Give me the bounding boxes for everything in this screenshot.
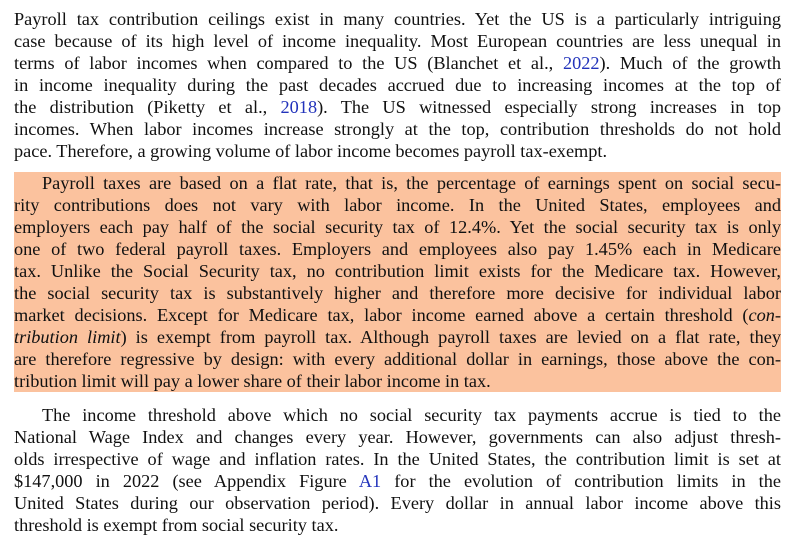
text-segment: rity contributions does not vary with labor income. In the United States, employees and — [14, 195, 781, 215]
text-line — [14, 118, 781, 140]
text-segment: are therefore regressive by design: with every additional dollar in earnings, those above the con- — [14, 349, 781, 369]
highlighted-text-line — [14, 194, 781, 216]
emphasis-text: tribution limit — [14, 327, 121, 347]
text-segment: the distribution (Piketty et al., — [14, 97, 281, 117]
text-segment: Payroll tax contribution ceilings exist in many countries. Yet the US is a particularly intriguing — [14, 9, 781, 29]
text-segment: Payroll taxes are based on a flat rate, that is, the percentage of earnings spent on social secu- — [42, 173, 781, 193]
text-line — [14, 448, 781, 470]
text-segment: $147,000 in 2022 (see Appendix Figure — [14, 471, 359, 491]
highlighted-text-line — [14, 370, 781, 392]
text-line — [14, 8, 781, 30]
highlighted-text-line — [14, 216, 781, 238]
text-segment: ). The US witnessed especially strong increases in top — [317, 97, 781, 117]
highlighted-text-line — [14, 238, 781, 260]
text-segment: threshold is exempt from social security tax. — [14, 515, 339, 535]
text-line — [14, 30, 781, 52]
text-line — [14, 404, 781, 426]
text-segment: tax. Unlike the Social Security tax, no contribution limit exists for the Medicare tax. However, — [14, 261, 781, 281]
text-line — [14, 96, 781, 118]
highlighted-text-line — [14, 348, 781, 370]
text-segment: for the evolution of contribution limits in the — [381, 471, 782, 491]
text-segment: the social security tax is substantively higher and therefore more decisive for individual labor — [14, 283, 781, 303]
text-segment: market decisions. Except for Medicare tax, labor income earned above a certain threshold ( — [14, 305, 749, 325]
citation-link[interactable]: 2018 — [280, 97, 318, 117]
text-segment: terms of labor incomes when compared to the US (Blanchet et al., — [14, 53, 563, 73]
text-line — [14, 470, 781, 492]
text-line — [14, 426, 781, 448]
highlighted-text-line — [14, 172, 781, 194]
citation-link[interactable]: A1 — [358, 471, 382, 491]
text-segment: one of two federal payroll taxes. Employers and employees also pay 1.45% each in Medicare — [14, 239, 781, 259]
text-segment: ) is exempt from payroll tax. Although payroll taxes are levied on a flat rate, they — [120, 327, 781, 347]
text-segment: pace. Therefore, a growing volume of labor income becomes payroll tax-exempt. — [14, 141, 608, 161]
highlighted-text-line — [14, 326, 781, 348]
text-segment: United States during our observation period). Every dollar in annual labor income above this — [14, 493, 781, 513]
highlighted-text-line — [14, 282, 781, 304]
citation-link[interactable]: 2022 — [562, 53, 600, 73]
highlighted-text-line — [14, 260, 781, 282]
text-segment: case because of its high level of income inequality. Most European countries are less unequal in — [14, 31, 781, 51]
text-line — [14, 492, 781, 514]
text-segment: ). Much of the growth — [599, 53, 781, 73]
text-line — [14, 140, 781, 162]
text-segment: employers each pay half of the social security tax of 12.4%. Yet the social security tax is only — [14, 217, 781, 237]
text-line — [14, 52, 781, 74]
text-segment: incomes. When labor incomes increase strongly at the top, contribution thresholds do not hold — [14, 119, 781, 139]
text-segment: olds irrespective of wage and inflation rates. In the United States, the contribution limit is set at — [14, 449, 781, 469]
text-segment: in income inequality during the past decades accrued due to increasing incomes at the top of — [14, 75, 781, 95]
emphasis-text: con- — [748, 305, 781, 325]
text-line — [14, 74, 781, 96]
highlighted-text-line — [14, 304, 781, 326]
text-segment: National Wage Index and changes every year. However, governments can also adjust thresh- — [14, 427, 781, 447]
text-segment: tribution limit will pay a lower share of their labor income in tax. — [14, 371, 491, 391]
text-segment: The income threshold above which no social security tax payments accrue is tied to the — [42, 405, 781, 425]
